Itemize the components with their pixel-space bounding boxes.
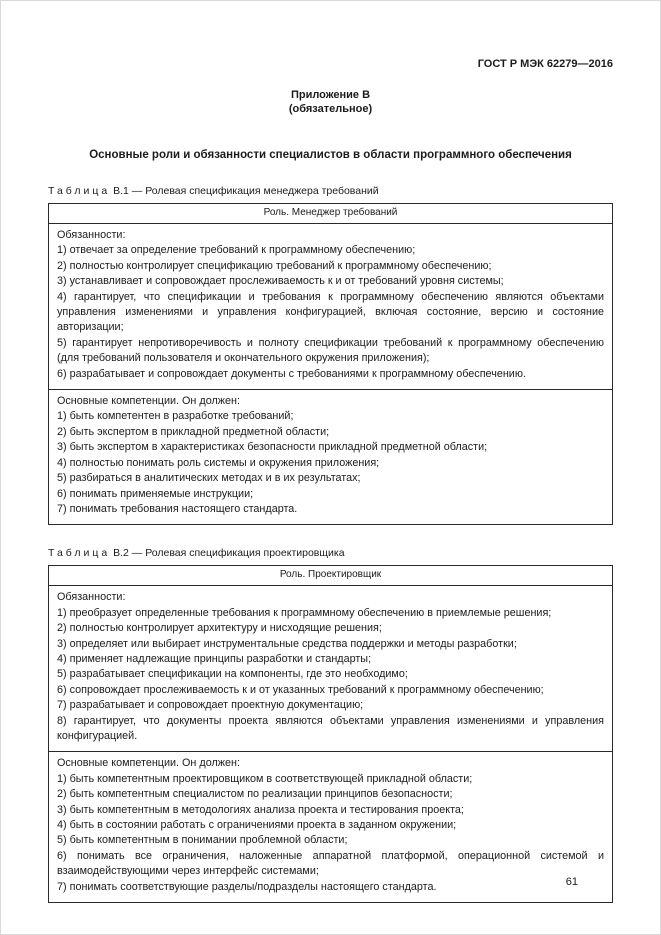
list-item: 5) разрабатывает спецификации на компоненты, где это необходимо; <box>57 668 408 681</box>
section-intro: Основные компетенции. Он должен: <box>57 395 240 408</box>
list-item: 7) понимать требования настоящего стандарта. <box>57 502 298 515</box>
doc-header <box>48 58 613 71</box>
list-item: 1) быть компетентен в разработке требований; <box>57 410 294 423</box>
section-duties <box>49 224 612 389</box>
caption-word: Таблица <box>48 185 111 197</box>
table-header-role: Роль. Менеджер требований <box>49 204 612 224</box>
list-item: 2) полностью контролирует спецификацию требований к программному обеспечению; <box>57 259 492 272</box>
list-item: 6) сопровождает прослеживаемость к и от указанных требований к программному обеспечению; <box>57 683 544 696</box>
list-item: 1) быть компетентным проектировщиком в соответствующей прикладной области; <box>57 772 473 785</box>
appendix-title: Приложение В <box>290 89 371 101</box>
section-intro: Обязанности: <box>57 229 126 241</box>
list-item: 3) определяет или выбирает инструментальные средства поддержки и методы разработки; <box>57 637 517 650</box>
section-duties <box>49 586 612 751</box>
caption-number: В.2 <box>113 547 129 560</box>
standard-number: ГОСТ Р МЭК 62279—2016 <box>477 58 613 70</box>
caption-title: — Ролевая спецификация проектировщика <box>131 547 345 560</box>
list-item: 2) полностью контролирует архитектуру и нисходящие решения; <box>57 622 382 635</box>
list-item: 6) понимать все ограничения, наложенные аппаратной платформой, операционной системой и взаимодействующими через интерфейс системами; <box>57 849 604 878</box>
table-body <box>49 224 612 524</box>
caption-word: Таблица <box>48 547 111 560</box>
list-item: 5) быть компетентным в понимании проблемной области; <box>57 834 348 847</box>
page-number: 61 <box>565 876 578 888</box>
list-item: 6) понимать применяемые инструкции; <box>57 487 254 500</box>
list-item: 4) применяет надлежащие принципы разработки и стандарты; <box>57 652 372 665</box>
page-title: Основные роли и обязанности специалистов в области программного обеспечения <box>89 149 572 161</box>
table-caption-b2 <box>48 547 613 560</box>
table-b1 <box>48 203 613 525</box>
appendix-heading <box>48 88 613 116</box>
list-item: 5) разбираться в аналитических методах и в их результатах; <box>57 472 361 485</box>
list-item: 1) отвечает за определение требований к программному обеспечению; <box>57 244 416 257</box>
list-item: 2) быть экспертом в прикладной предметной области; <box>57 425 330 438</box>
list-item: 7) понимать соответствующие разделы/подразделы настоящего стандарта. <box>57 880 437 893</box>
list-item: 3) быть экспертом в характеристиках безопасности прикладной предметной области; <box>57 441 488 454</box>
list-item: 4) быть в состоянии работать с ограничениями проекта в заданном окружении; <box>57 819 457 831</box>
list-item: 3) быть компетентным в методологиях анализа проекта и тестирования проекта; <box>57 803 464 816</box>
caption-number: В.1 <box>113 185 129 197</box>
list-item: 4) полностью понимать роль системы и окружения приложения; <box>57 456 380 469</box>
section-competencies <box>49 389 612 524</box>
table-header-role: Роль. Проектировщик <box>49 566 612 586</box>
list-item: 1) преобразует определенные требования к программному обеспечению в приемлемые решения; <box>57 606 552 619</box>
list-item: 3) устанавливает и сопровождает прослеживаемость к и от требований уровня системы; <box>57 275 504 288</box>
section-competencies <box>49 751 612 902</box>
table-caption-b1 <box>48 185 613 198</box>
list-item: 5) гарантирует непротиворечивость и полноту спецификации требований к программному обеспечению (для требований пользователя и окончательного окружения приложения); <box>57 336 604 365</box>
appendix-subtitle: (обязательное) <box>288 103 373 115</box>
list-item: 4) гарантирует, что спецификации и требования к программному обеспечению являются объектами управления изменениями и управления конфигурацией, включая состояние, версию и состояние авторизации; <box>57 290 604 334</box>
list-item: 6) разрабатывает и сопровождает документы с требованиями к программному обеспечению. <box>57 367 526 380</box>
section-intro: Основные компетенции. Он должен: <box>57 757 240 770</box>
section-intro: Обязанности: <box>57 591 126 604</box>
list-item: 7) разрабатывает и сопровождает проектную документацию; <box>57 699 364 712</box>
list-item: 8) гарантирует, что документы проекта являются объектами управления изменениями и управления конфигурацией. <box>57 714 604 742</box>
table-b2 <box>48 565 613 903</box>
table-body <box>49 586 612 902</box>
caption-title: — Ролевая спецификация менеджера требований <box>131 185 379 197</box>
list-item: 2) быть компетентным специалистом по реализации принципов безопасности; <box>57 788 453 801</box>
